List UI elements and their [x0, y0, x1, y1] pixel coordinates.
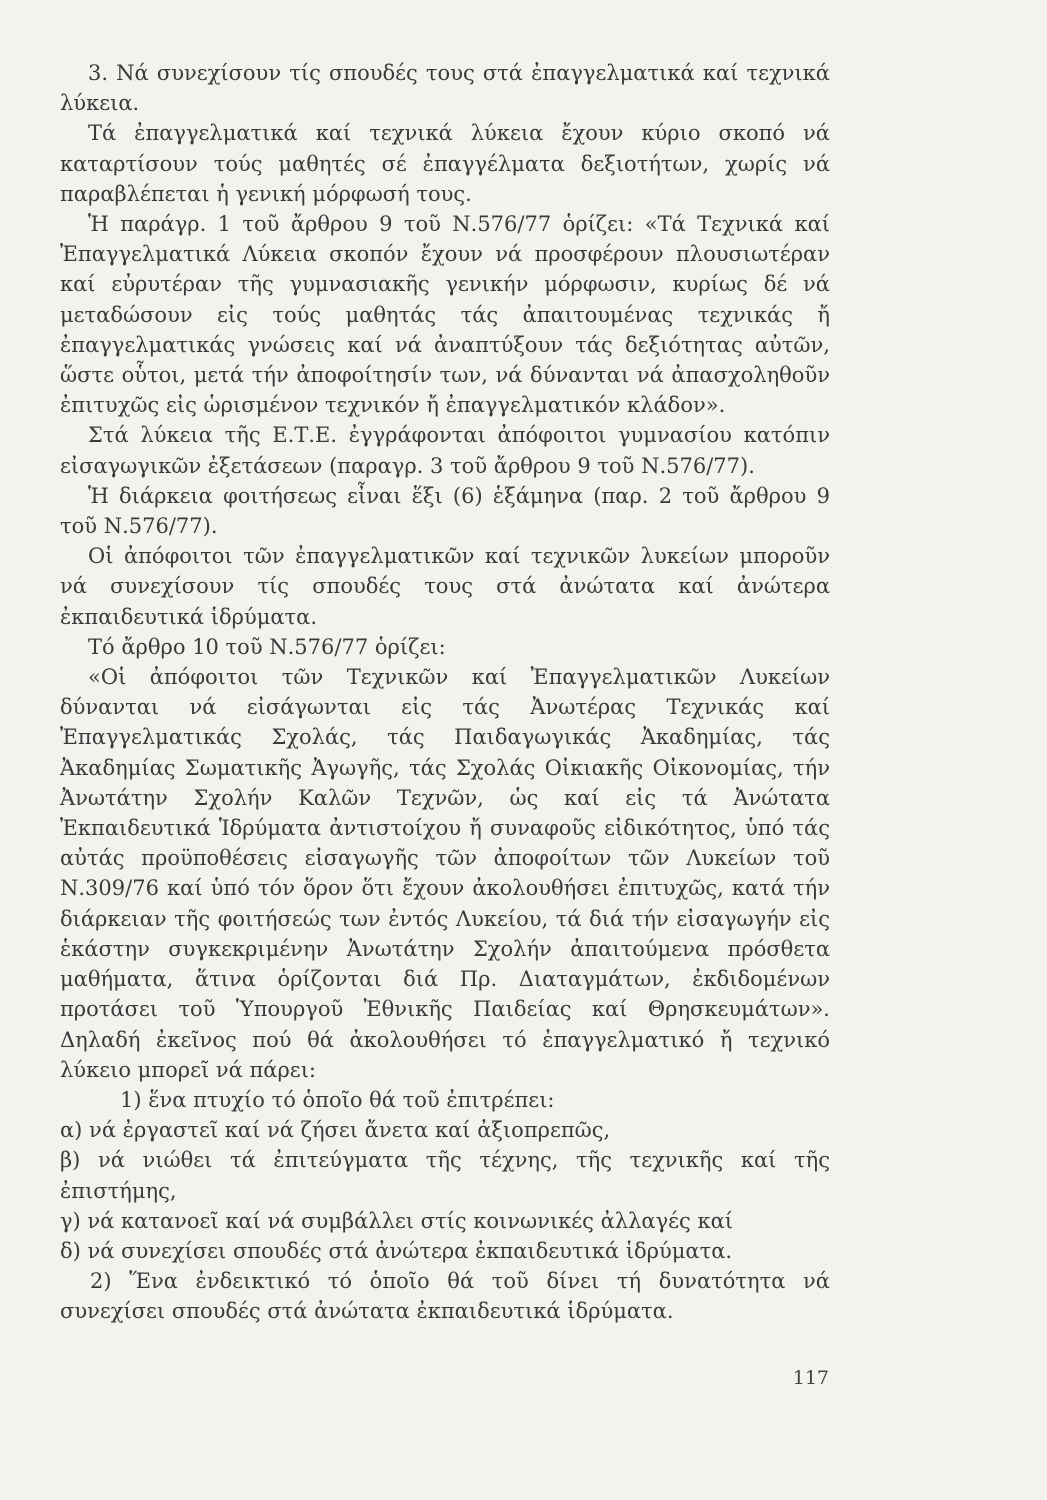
list-sub-item-a: α) νά ἐργαστεῖ καί νά ζήσει ἄνετα καί ἀξιοπρεπῶς,: [60, 1118, 611, 1143]
page-number: 117: [792, 1367, 829, 1389]
paragraph-article-10-quote: «Οἱ ἀπόφοιτοι τῶν Τεχνικῶν καί Ἐπαγγελματικῶν Λυκείων δύνανται νά εἰσάγωνται εἰς τάς Ἀνωτέρας Τεχνικάς καί Ἐπαγγελματικάς Σχολάς, τάς Παιδαγωγικάς Ἀκαδημίας, τάς Ἀκαδημίας Σωματικῆς Ἀγωγῆς, τάς Σχολάς Οἰκιακῆς Οἰκονομίας, τήν Ἀνωτάτην Σχολήν Καλῶν Τεχνῶν, ὡς καί εἰς τά Ἀνώτατα Ἐκπαιδευτικά Ἱδρύματα ἀντιστοίχου ἤ συναφοῦς εἰδικότητος, ὑπό τάς αὐτάς προϋποθέσεις εἰσαγωγῆς τῶν ἀποφοίτων τῶν Λυκείων τοῦ Ν.309/76 καί ὑπό τόν ὅρον ὅτι ἔχουν ἀκολουθήσει ἐπιτυχῶς, κατά τήν διάρκειαν τῆς φοιτήσεώς των ἐντός Λυκείου, τά διά τήν εἰσαγωγήν εἰς ἑκάστην συγκεκριμένην Ἀνωτάτην Σχολήν ἀπαιτούμενα πρόσθετα μαθήματα, ἅτινα ὁρίζονται διά Πρ. Διαταγμάτων, ἐκδιδομένων προτάσει τοῦ Ὑπουργοῦ Ἐθνικῆς Παιδείας καί Θρησκευμάτων». Δηλαδή ἐκεῖνος πού θά ἀκολουθήσει τό ἐπαγγελματικό ἤ τεχνικό λύκειο μπορεῖ νά πάρει:: [60, 665, 830, 1082]
list-sub-item-c: γ) νά κατανοεῖ καί νά συμβάλλει στίς κοινωνικές ἀλλαγές καί: [60, 1208, 734, 1233]
paragraph-lyceum-purpose: Τά ἐπαγγελματικά καί τεχνικά λύκεια ἔχουν κύριο σκοπό νά καταρτίσουν τούς μαθητές σέ ἐπαγγέλματα δεξιοτήτων, χωρίς νά παραβλέπεται ἡ γενική μόρφωσή τους.: [60, 121, 830, 206]
list-item-1: 1) ἕνα πτυχίο τό ὁποῖο θά τοῦ ἐπιτρέπει:: [120, 1087, 555, 1112]
paragraph-point-3: 3. Νά συνεχίσουν τίς σπουδές τους στά ἐπαγγελματικά καί τεχνικά λύκεια.: [60, 61, 830, 116]
list-item-2: 2) Ἕνα ἐνδεικτικό τό ὁποῖο θά τοῦ δίνει τή δυνατότητα νά συνεχίσει σπουδές στά ἀνώτατα ἐκπαιδευτικά ἱδρύματα.: [60, 1269, 830, 1324]
paragraph-graduates: Οἱ ἀπόφοιτοι τῶν ἐπαγγελματικῶν καί τεχνικῶν λυκείων μποροῦν νά συνεχίσουν τίς σπουδές τους στά ἀνώτατα καί ἀνώτερα ἐκπαιδευτικά ἱδρύματα.: [60, 544, 830, 629]
list-sub-item-b: β) νά νιώθει τά ἐπιτεύγματα τῆς τέχνης, τῆς τεχνικῆς καί τῆς ἐπιστήμης,: [60, 1148, 830, 1203]
paragraph-article-10-intro: Τό ἄρθρο 10 τοῦ Ν.576/77 ὁρίζει:: [88, 634, 446, 659]
body-text: [60, 58, 830, 1327]
paragraph-duration: Ἡ διάρκεια φοιτήσεως εἶναι ἕξι (6) ἑξάμηνα (παρ. 2 τοῦ ἄρθρου 9 τοῦ Ν.576/77).: [60, 483, 830, 539]
paragraph-enrollment: Στά λύκεια τῆς Ε.Τ.Ε. ἐγγράφονται ἀπόφοιτοι γυμνασίου κατόπιν εἰσαγωγικῶν ἐξετάσεων (παραγρ. 3 τοῦ ἄρθρου 9 τοῦ Ν.576/77).: [60, 423, 830, 478]
paragraph-law-article-9: Ἡ παράγρ. 1 τοῦ ἄρθρου 9 τοῦ Ν.576/77 ὁρίζει: «Τά Τεχνικά καί Ἐπαγγελματικά Λύκεια σκοπόν ἔχουν νά προσφέρουν πλουσιωτέραν καί εὐρυτέραν τῆς γυμνασιακῆς γενικήν μόρφωσιν, κυρίως δέ νά μεταδώσουν εἰς τούς μαθητάς τάς ἀπαιτουμένας τεχνικάς ἤ ἐπαγγελματικάς γνώσεις καί νά ἀναπτύξουν τάς δεξιότητας αὐτῶν, ὥστε οὗτοι, μετά τήν ἀποφοίτησίν των, νά δύνανται νά ἀπασχοληθοῦν ἐπιτυχῶς εἰς ὡρισμένον τεχνικόν ἤ ἐπαγγελματικόν κλάδον».: [60, 212, 830, 418]
list-sub-item-d: δ) νά συνεχίσει σπουδές στά ἀνώτερα ἐκπαιδευτικά ἱδρύματα.: [60, 1238, 733, 1263]
